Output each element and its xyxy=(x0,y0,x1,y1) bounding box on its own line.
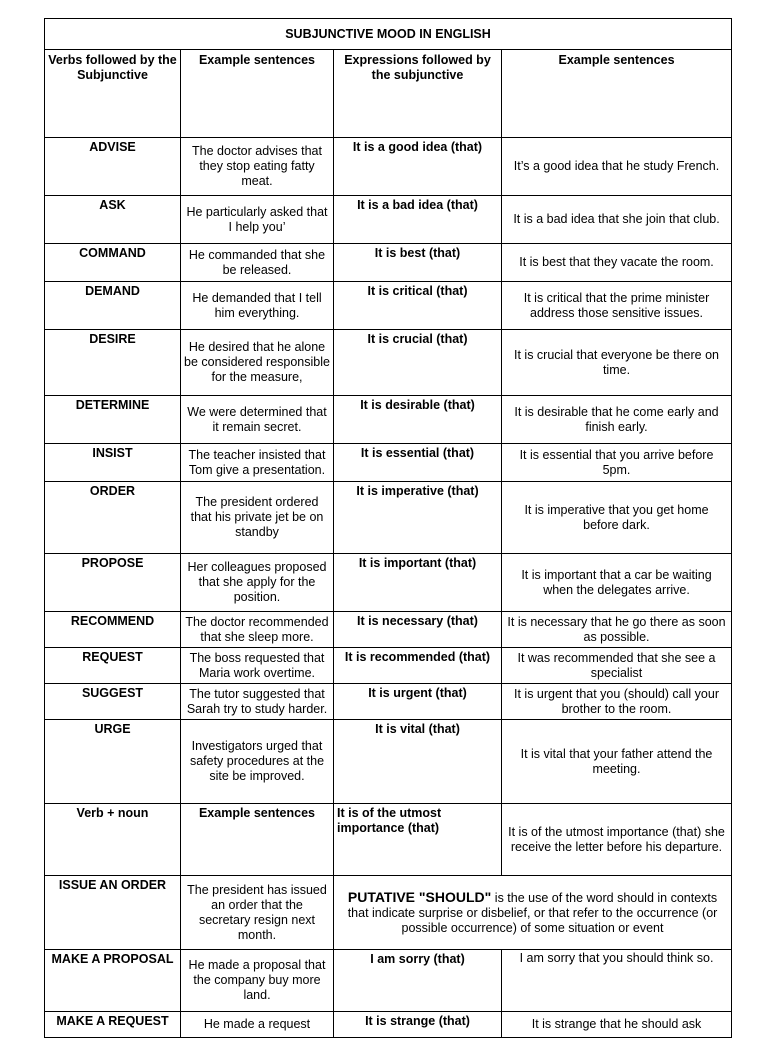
putative-should-text: is the use of the word should in contexts that indicate surprise or disbelief, or that refer to the occurrence (or possible occurrence) of some situation or event xyxy=(347,890,718,935)
example-cell: We were determined that it remain secret. xyxy=(181,396,334,444)
putative-should-note xyxy=(334,876,732,950)
expression-cell: It is necessary (that) xyxy=(334,612,502,648)
expression-example-cell: It is essential that you arrive before 5pm. xyxy=(502,444,732,482)
example-cell: The doctor advises that they stop eating fatty meat. xyxy=(181,138,334,196)
verb-cell: URGE xyxy=(45,720,181,804)
sorry-example: I am sorry that you should think so. xyxy=(502,950,732,1012)
make-proposal-verb: MAKE A PROPOSAL xyxy=(45,950,181,1012)
noun-example-header: Example sentences xyxy=(181,804,334,876)
header-expression-examples: Example sentences xyxy=(502,50,732,138)
subjunctive-table xyxy=(44,18,732,1038)
verb-noun-header: Verb + noun xyxy=(45,804,181,876)
expression-cell: It is imperative (that) xyxy=(334,482,502,554)
verb-cell: RECOMMEND xyxy=(45,612,181,648)
expression-example-cell: It is necessary that he go there as soon as possible. xyxy=(502,612,732,648)
verb-row xyxy=(45,330,732,396)
expression-cell: It is a bad idea (that) xyxy=(334,196,502,244)
verb-row xyxy=(45,684,732,720)
verb-row xyxy=(45,396,732,444)
expression-example-cell: It is a bad idea that she join that club. xyxy=(502,196,732,244)
verb-cell: PROPOSE xyxy=(45,554,181,612)
verb-row xyxy=(45,554,732,612)
make-proposal-row xyxy=(45,950,732,1012)
verb-row xyxy=(45,282,732,330)
issue-order-verb: ISSUE AN ORDER xyxy=(45,876,181,950)
example-cell: He demanded that I tell him everything. xyxy=(181,282,334,330)
expression-example-cell: It is critical that the prime minister address those sensitive issues. xyxy=(502,282,732,330)
verb-cell: INSIST xyxy=(45,444,181,482)
verb-row xyxy=(45,482,732,554)
verb-cell: REQUEST xyxy=(45,648,181,684)
expression-cell: It is urgent (that) xyxy=(334,684,502,720)
example-cell: The tutor suggested that Sarah try to study harder. xyxy=(181,684,334,720)
verb-row xyxy=(45,648,732,684)
utmost-importance-example: It is of the utmost importance (that) she receive the letter before his departure. xyxy=(502,804,732,876)
subjunctive-document xyxy=(44,18,731,1031)
expression-example-cell: It is desirable that he come early and finish early. xyxy=(502,396,732,444)
verb-row xyxy=(45,196,732,244)
expression-cell: It is a good idea (that) xyxy=(334,138,502,196)
make-request-example: He made a request xyxy=(181,1012,334,1038)
noun-header-row xyxy=(45,804,732,876)
verb-cell: DESIRE xyxy=(45,330,181,396)
header-verbs: Verbs followed by the Subjunctive xyxy=(45,50,181,138)
expression-example-cell: It is important that a car be waiting when the delegates arrive. xyxy=(502,554,732,612)
verb-cell: DEMAND xyxy=(45,282,181,330)
header-row xyxy=(45,50,732,138)
header-expressions: Expressions followed by the subjunctive xyxy=(334,50,502,138)
example-cell: He desired that he alone be considered responsible for the measure, xyxy=(181,330,334,396)
expression-example-cell: It is best that they vacate the room. xyxy=(502,244,732,282)
verb-row xyxy=(45,444,732,482)
verb-row xyxy=(45,138,732,196)
expression-cell: It is desirable (that) xyxy=(334,396,502,444)
example-cell: The boss requested that Maria work overtime. xyxy=(181,648,334,684)
verb-cell: ASK xyxy=(45,196,181,244)
verb-cell: ORDER xyxy=(45,482,181,554)
verb-cell: ADVISE xyxy=(45,138,181,196)
utmost-importance-expression: It is of the utmost importance (that) xyxy=(334,804,502,876)
make-request-row xyxy=(45,1012,732,1038)
expression-cell: It is recommended (that) xyxy=(334,648,502,684)
example-cell: He particularly asked that I help you’ xyxy=(181,196,334,244)
title-row xyxy=(45,19,732,50)
verb-rows xyxy=(45,138,732,804)
expression-cell: It is vital (that) xyxy=(334,720,502,804)
example-cell: The doctor recommended that she sleep more. xyxy=(181,612,334,648)
expression-cell: It is crucial (that) xyxy=(334,330,502,396)
strange-expression: It is strange (that) xyxy=(334,1012,502,1038)
expression-example-cell: It was recommended that she see a specialist xyxy=(502,648,732,684)
example-cell: He commanded that she be released. xyxy=(181,244,334,282)
verb-row xyxy=(45,244,732,282)
strange-example: It is strange that he should ask xyxy=(502,1012,732,1038)
expression-example-cell: It’s a good idea that he study French. xyxy=(502,138,732,196)
putative-should-title: PUTATIVE "SHOULD" xyxy=(347,888,492,905)
document-title: SUBJUNCTIVE MOOD IN ENGLISH xyxy=(45,19,732,50)
expression-example-cell: It is vital that your father attend the meeting. xyxy=(502,720,732,804)
issue-order-example: The president has issued an order that the secretary resign next month. xyxy=(181,876,334,950)
issue-order-row xyxy=(45,876,732,950)
expression-example-cell: It is imperative that you get home before dark. xyxy=(502,482,732,554)
expression-example-cell: It is urgent that you (should) call your brother to the room. xyxy=(502,684,732,720)
example-cell: The president ordered that his private jet be on standby xyxy=(181,482,334,554)
expression-cell: It is important (that) xyxy=(334,554,502,612)
verb-cell: DETERMINE xyxy=(45,396,181,444)
sorry-expression: I am sorry (that) xyxy=(334,950,502,1012)
expression-example-cell: It is crucial that everyone be there on time. xyxy=(502,330,732,396)
verb-cell: COMMAND xyxy=(45,244,181,282)
expression-cell: It is critical (that) xyxy=(334,282,502,330)
make-request-verb: MAKE A REQUEST xyxy=(45,1012,181,1038)
expression-cell: It is essential (that) xyxy=(334,444,502,482)
verb-cell: SUGGEST xyxy=(45,684,181,720)
example-cell: Her colleagues proposed that she apply for the position. xyxy=(181,554,334,612)
verb-row xyxy=(45,720,732,804)
example-cell: The teacher insisted that Tom give a presentation. xyxy=(181,444,334,482)
example-cell: Investigators urged that safety procedures at the site be improved. xyxy=(181,720,334,804)
verb-row xyxy=(45,612,732,648)
expression-cell: It is best (that) xyxy=(334,244,502,282)
make-proposal-example: He made a proposal that the company buy more land. xyxy=(181,950,334,1012)
header-example-sentences: Example sentences xyxy=(181,50,334,138)
